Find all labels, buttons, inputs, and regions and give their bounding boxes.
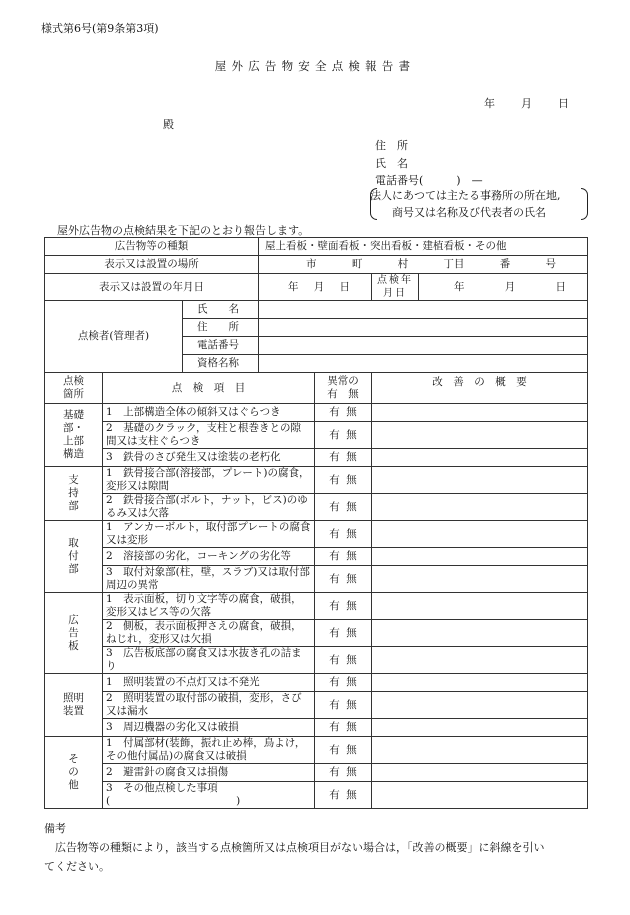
inspector-phone-label: 電話番号	[183, 337, 259, 355]
check-item: 1 鉄骨接合部(溶接部，プレート)の腐食，変形又は隙間	[103, 467, 315, 494]
part-signboard	[45, 593, 103, 674]
no-label: 無	[346, 451, 357, 463]
part-label: 支持部	[68, 474, 79, 512]
abnormality-yes-no	[315, 494, 372, 521]
yes-label: 有	[329, 676, 340, 688]
yes-label: 有	[329, 599, 340, 612]
abnormality-yes-no	[315, 764, 372, 782]
inspection-month: 月	[504, 280, 516, 293]
improvement-summary	[372, 692, 588, 719]
part-mounting	[45, 521, 103, 593]
abnormality-yes-no	[315, 737, 372, 764]
no-label: 無	[346, 572, 357, 585]
part-label: 基礎部・上部構造	[63, 409, 84, 460]
check-item: 1 照明装置の不点灯又は不発光	[103, 674, 315, 692]
header-part	[45, 373, 103, 404]
improvement-summary	[372, 737, 588, 764]
abnormality-yes-no	[315, 782, 372, 809]
improvement-summary	[372, 449, 588, 467]
check-item: 2 基礎のクラック，支柱と根巻きとの隙間又は支柱ぐらつき	[103, 422, 315, 449]
inspection-date-label: 点検年月日	[372, 274, 419, 301]
improvement-summary	[372, 674, 588, 692]
header-part-line1: 点検	[63, 375, 84, 387]
lead-text: 屋外広告物の点検結果を下記のとおり報告します。	[57, 224, 310, 237]
inspector-qualification-value	[259, 355, 588, 373]
corporate-note-line1: 法人にあつては主たる事務所の所在地,	[370, 189, 561, 202]
check-item: 2 照明装置の取付部の破損，変形，さび又は漏水	[103, 692, 315, 719]
abnormality-yes-no	[315, 692, 372, 719]
no-label: 無	[346, 550, 357, 562]
header-summary: 改 善 の 概 要	[372, 373, 588, 404]
abnormality-yes-no	[315, 404, 372, 422]
no-label: 無	[346, 406, 357, 418]
header-items: 点 検 項 目	[103, 373, 315, 404]
improvement-summary	[372, 620, 588, 647]
part-other	[45, 737, 103, 809]
inspection-date-value	[419, 274, 588, 301]
check-item: 1 付属部材(装飾，振れ止め棒，鳥よけ，その他付属品)の腐食又は破損	[103, 737, 315, 764]
check-item: 2 側板，表示面板押さえの腐食，破損，ねじれ，変形又は欠損	[103, 620, 315, 647]
yes-label: 有	[329, 527, 340, 540]
abnormality-yes-no	[315, 620, 372, 647]
report-date	[484, 95, 569, 111]
install-year: 年	[288, 280, 299, 293]
no-label: 無	[346, 599, 357, 612]
abnormality-yes-no	[315, 593, 372, 620]
improvement-summary	[372, 422, 588, 449]
part-foundation	[45, 404, 103, 467]
location-unit-town: 町	[351, 258, 363, 270]
abnormality-yes-no	[315, 647, 372, 674]
abnormality-yes-no	[315, 566, 372, 593]
inspector-label: 点検者(管理者)	[45, 301, 183, 373]
inspector-address-label: 住 所	[183, 319, 259, 337]
no-label: 無	[346, 698, 357, 711]
check-item: 1 上部構造全体の傾斜又はぐらつき	[103, 404, 315, 422]
no-label: 無	[346, 721, 357, 733]
check-item: 3 その他点検した事項( )	[103, 782, 315, 809]
location-value	[259, 256, 588, 274]
inspector-name-value	[259, 301, 588, 319]
improvement-summary	[372, 494, 588, 521]
improvement-summary	[372, 566, 588, 593]
yes-label: 有	[329, 788, 340, 801]
abnormality-yes-no	[315, 548, 372, 566]
applicant-address-label: 住 所	[375, 139, 408, 152]
check-item: 3 取付対象部(柱，壁，スラブ)又は取付部周辺の異常	[103, 566, 315, 593]
yes-label: 有	[329, 428, 340, 441]
improvement-summary	[372, 764, 588, 782]
no-label: 無	[346, 473, 357, 486]
inspector-qualification-label: 資格名称	[183, 355, 259, 373]
applicant-name-label: 氏 名	[375, 157, 408, 170]
location-unit-go: 号	[545, 258, 556, 270]
inspector-phone-value	[259, 337, 588, 355]
improvement-summary	[372, 521, 588, 548]
part-label: 広告板	[68, 613, 79, 652]
no-label: 無	[346, 766, 357, 778]
yes-label: 有	[329, 572, 340, 585]
location-label: 表示又は設置の場所	[45, 256, 259, 274]
abnormality-yes-no	[315, 674, 372, 692]
abnormality-yes-no	[315, 467, 372, 494]
no-label: 無	[346, 653, 357, 666]
improvement-summary	[372, 404, 588, 422]
check-item: 3 広告板底部の腐食又は水抜き孔の詰まり	[103, 647, 315, 674]
inspection-year: 年	[454, 280, 465, 293]
addressee: 殿	[163, 118, 174, 131]
location-unit-chome: 丁目	[443, 258, 465, 270]
no-label: 無	[346, 500, 357, 513]
install-date-value	[259, 274, 372, 301]
inspection-day: 日	[555, 280, 567, 293]
header-abnormality	[315, 373, 372, 404]
abnormality-yes-no	[315, 719, 372, 737]
improvement-summary	[372, 593, 588, 620]
header-abn-line1: 異常の	[327, 375, 359, 387]
abnormality-yes-no	[315, 422, 372, 449]
date-month: 月	[521, 97, 532, 110]
yes-label: 有	[329, 473, 340, 486]
corporate-note-line2: 商号又は名称及び代表者の氏名	[392, 206, 546, 219]
header-part-line2: 箇所	[63, 388, 84, 400]
part-label: その他	[68, 753, 79, 791]
header-abn-line2: 有 無	[327, 388, 359, 400]
yes-label: 有	[329, 766, 340, 778]
yes-label: 有	[329, 550, 340, 562]
no-label: 無	[346, 527, 357, 540]
location-unit-village: 村	[397, 258, 409, 270]
part-label: 照明装置	[63, 692, 84, 717]
part-support	[45, 467, 103, 521]
part-label: 取付部	[68, 537, 79, 575]
abnormality-yes-no	[315, 449, 372, 467]
check-item: 1 表示面板，切り文字等の腐食，破損，変形又はビス等の欠落	[103, 593, 315, 620]
abnormality-yes-no	[315, 521, 372, 548]
check-item: 2 溶接部の劣化，コーキングの劣化等	[103, 548, 315, 566]
yes-label: 有	[329, 626, 340, 639]
inspection-table	[44, 237, 588, 809]
yes-label: 有	[329, 743, 340, 756]
ad-type-label: 広告物等の種類	[45, 238, 259, 256]
no-label: 無	[346, 676, 357, 688]
improvement-summary	[372, 719, 588, 737]
ad-type-value: 屋上看板・壁面看板・突出看板・建植看板・その他	[259, 238, 588, 256]
no-label: 無	[346, 743, 357, 756]
date-year: 年	[484, 97, 495, 110]
install-date-label: 表示又は設置の年月日	[45, 274, 259, 301]
yes-label: 有	[329, 698, 340, 711]
yes-label: 有	[329, 500, 340, 513]
inspector-address-value	[259, 319, 588, 337]
install-day: 日	[339, 280, 351, 293]
check-item: 2 鉄骨接合部(ボルト，ナット，ビス)のゆるみ又は欠落	[103, 494, 315, 521]
improvement-summary	[372, 548, 588, 566]
yes-label: 有	[329, 721, 340, 733]
location-unit-ban: 番	[499, 258, 511, 270]
improvement-summary	[372, 782, 588, 809]
document-title: 屋外広告物安全点検報告書	[214, 59, 416, 73]
yes-label: 有	[329, 653, 340, 666]
improvement-summary	[372, 647, 588, 674]
remarks-line2: てください。	[44, 860, 110, 873]
no-label: 無	[346, 788, 357, 801]
check-item: 3 周辺機器の劣化又は破損	[103, 719, 315, 737]
install-month: 月	[313, 280, 325, 293]
form-number: 様式第6号(第9条第3項)	[41, 22, 159, 35]
no-label: 無	[346, 626, 357, 639]
applicant-phone-label: 電話番号( ) —	[375, 174, 483, 187]
inspector-name-label: 氏 名	[183, 301, 259, 319]
check-item: 1 アンカーボルト，取付部プレートの腐食又は変形	[103, 521, 315, 548]
location-unit-city: 市	[306, 258, 317, 270]
no-label: 無	[346, 428, 357, 441]
date-day: 日	[558, 97, 569, 110]
yes-label: 有	[329, 451, 340, 463]
remarks-label: 備考	[44, 822, 66, 835]
improvement-summary	[372, 467, 588, 494]
yes-label: 有	[329, 406, 340, 418]
check-item: 2 避雷針の腐食又は損傷	[103, 764, 315, 782]
check-item: 3 鉄骨のさび発生又は塗装の老朽化	[103, 449, 315, 467]
part-lighting	[45, 674, 103, 737]
remarks-line1: 広告物等の種類により，該当する点検箇所又は点検項目がない場合は，「改善の概要」に斜線を引い	[55, 841, 545, 854]
bracket-right	[581, 188, 588, 220]
